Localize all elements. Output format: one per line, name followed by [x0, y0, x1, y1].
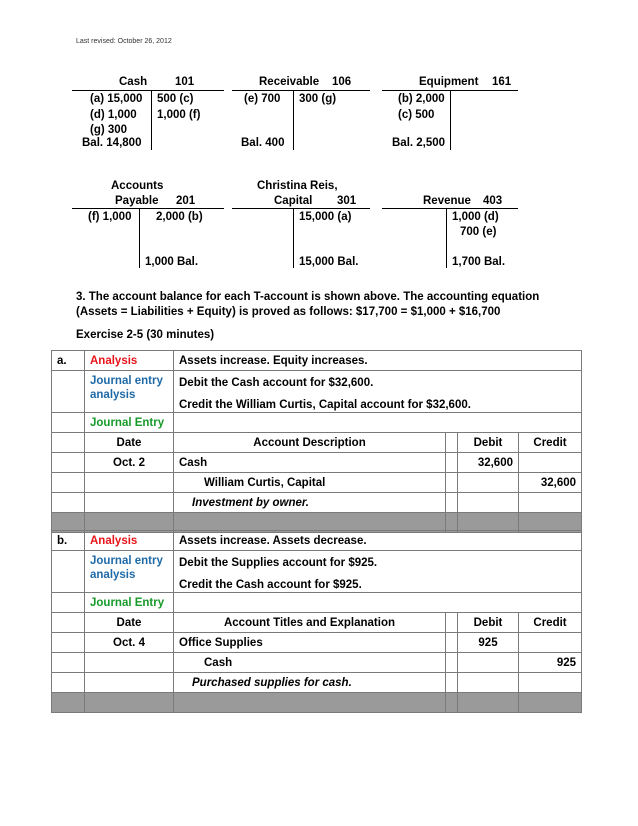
t-account-capital-topline	[232, 208, 370, 209]
t-account-capital-number: 301	[337, 195, 357, 207]
part-a-je-analysis-label: Journal entry analysis	[85, 371, 174, 413]
equipment-debit-1: (b) 2,000	[398, 93, 445, 105]
part-a-row-2-debit	[458, 473, 519, 493]
receivable-credit-1: 300 (g)	[299, 93, 337, 105]
part-b-row-3-desc: Purchased supplies for cash.	[174, 673, 446, 693]
part-a-col-credit: Credit	[519, 433, 582, 453]
part-b-row-2-date	[85, 653, 174, 673]
part-a-analysis-label: Analysis	[85, 351, 174, 371]
part-a-analysis-text: Assets increase. Equity increases.	[174, 351, 582, 371]
revenue-balance: 1,700 Bal.	[452, 256, 506, 268]
cash-credit-1: 500 (c)	[157, 93, 194, 105]
t-account-revenue-title: Revenue	[423, 195, 471, 207]
exercise-part-b-table	[51, 530, 582, 713]
part-a-row-1-debit: 32,600	[458, 453, 519, 473]
t-account-receivable-divider	[293, 90, 294, 150]
part-b-analysis-text: Assets increase. Assets decrease.	[174, 531, 582, 551]
cash-debit-2: (d) 1,000	[90, 109, 137, 121]
t-account-capital-title-1: Christina Reis,	[257, 180, 338, 192]
part-b-row-2-credit: 925	[519, 653, 582, 673]
t-account-payable-topline	[72, 208, 224, 209]
t-account-cash-number: 101	[175, 76, 195, 88]
t-account-equipment-title: Equipment	[419, 76, 479, 88]
table-row	[52, 633, 582, 653]
table-row	[52, 673, 582, 693]
cash-debit-1: (a) 15,000	[90, 93, 143, 105]
part-b-col-desc: Account Titles and Explanation	[174, 613, 446, 633]
revenue-credit-1: 1,000 (d)	[452, 211, 499, 223]
payable-credit-1: 2,000 (b)	[156, 211, 203, 223]
cash-balance: Bal. 14,800	[82, 137, 142, 149]
part-a-je-line-1: Debit the Cash account for $32,600.	[179, 377, 374, 389]
part-b-col-credit: Credit	[519, 613, 582, 633]
part-a-row-3-debit	[458, 493, 519, 513]
part-b-row-2-desc: Cash	[174, 653, 446, 673]
part-b-separator-row	[52, 693, 582, 713]
part-b-col-debit: Debit	[458, 613, 519, 633]
cash-debit-3: (g) 300	[90, 124, 128, 136]
exercise-title: Exercise 2-5 (30 minutes)	[76, 329, 215, 341]
part-a-row-3-credit	[519, 493, 582, 513]
cash-credit-2: 1,000 (f)	[157, 109, 201, 121]
t-account-revenue-topline	[382, 208, 518, 209]
capital-credit-1: 15,000 (a)	[299, 211, 352, 223]
t-account-capital-divider	[293, 208, 294, 268]
t-account-cash-title: Cash	[119, 76, 148, 88]
part-b-letter: b.	[52, 531, 85, 551]
t-account-receivable-number: 106	[332, 76, 352, 88]
part-a-row-2-desc: William Curtis, Capital	[174, 473, 446, 493]
part-b-row-1-debit: 925	[458, 633, 519, 653]
part-b-analysis-label: Analysis	[85, 531, 174, 551]
part-a-journal-entry-label: Journal Entry	[85, 413, 174, 433]
part-b-journal-entry-label: Journal Entry	[85, 593, 174, 613]
part-a-row-1-credit	[519, 453, 582, 473]
receivable-balance: Bal. 400	[241, 137, 285, 149]
payable-debit-1: (f) 1,000	[88, 211, 132, 223]
part-a-je-line-2: Credit the William Curtis, Capital account for $32,600.	[179, 399, 471, 411]
part-b-row-3-date	[85, 673, 174, 693]
part-a-col-date: Date	[85, 433, 174, 453]
t-account-cash-divider	[151, 90, 152, 150]
t-account-equipment-number: 161	[492, 76, 512, 88]
t-account-payable-number: 201	[176, 195, 196, 207]
t-account-receivable-topline	[232, 90, 370, 91]
part-a-row-1-desc: Cash	[174, 453, 446, 473]
part-b-row-3-debit	[458, 673, 519, 693]
part-b-col-date: Date	[85, 613, 174, 633]
receivable-debit-1: (e) 700	[244, 93, 281, 105]
table-row	[52, 653, 582, 673]
part-b-row-3-credit	[519, 673, 582, 693]
table-row	[52, 493, 582, 513]
equation-note-line-2: (Assets = Liabilities + Equity) is proved as follows: $17,700 = $1,000 + $16,700	[76, 306, 501, 318]
part-a-col-debit: Debit	[458, 433, 519, 453]
part-b-je-line-2: Credit the Cash account for $925.	[179, 579, 362, 591]
part-a-row-2-credit: 32,600	[519, 473, 582, 493]
t-account-receivable-title: Receivable	[259, 76, 320, 88]
part-a-row-3-date	[85, 493, 174, 513]
t-account-cash-topline	[72, 90, 224, 91]
part-a-row-3-desc: Investment by owner.	[174, 493, 446, 513]
t-account-payable-title-2: Payable	[115, 195, 159, 207]
part-a-col-desc: Account Description	[174, 433, 446, 453]
t-account-capital-title-2: Capital	[274, 195, 313, 207]
part-b-row-1-date: Oct. 4	[85, 633, 174, 653]
part-b-je-analysis-label: Journal entry analysis	[85, 551, 174, 593]
t-account-payable-title-1: Accounts	[111, 180, 164, 192]
equipment-debit-2: (c) 500	[398, 109, 435, 121]
exercise-part-a-table	[51, 350, 582, 533]
t-account-revenue-number: 403	[483, 195, 503, 207]
table-row	[52, 453, 582, 473]
revenue-credit-2: 700 (e)	[460, 226, 497, 238]
part-b-row-1-desc: Office Supplies	[174, 633, 446, 653]
part-b-je-line-1: Debit the Supplies account for $925.	[179, 557, 378, 569]
part-a-letter: a.	[52, 351, 85, 371]
part-a-row-2-date	[85, 473, 174, 493]
capital-balance: 15,000 Bal.	[299, 256, 359, 268]
t-account-equipment-divider	[450, 90, 451, 150]
table-row	[52, 473, 582, 493]
last-revised-label: Last revised: October 26, 2012	[76, 38, 172, 45]
t-account-revenue-divider	[446, 208, 447, 268]
part-b-row-1-credit	[519, 633, 582, 653]
part-b-row-2-debit	[458, 653, 519, 673]
equation-note-line-1: 3. The account balance for each T-account is shown above. The accounting equation	[76, 291, 540, 303]
part-a-row-1-date: Oct. 2	[85, 453, 174, 473]
t-account-payable-divider	[139, 208, 140, 268]
payable-balance: 1,000 Bal.	[145, 256, 199, 268]
equipment-balance: Bal. 2,500	[392, 137, 446, 149]
